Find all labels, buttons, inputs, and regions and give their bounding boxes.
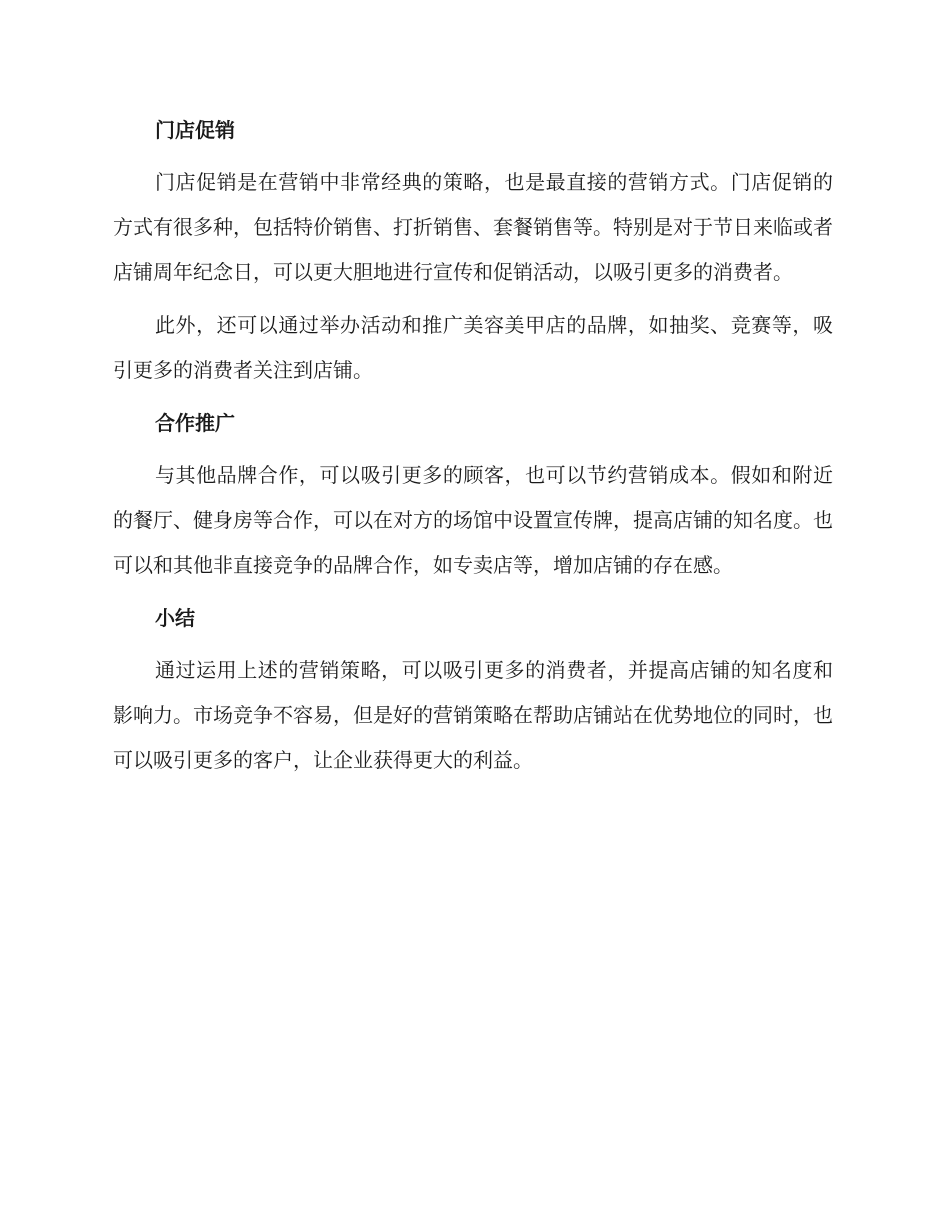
paragraph-summary-1: 通过运用上述的营销策略，可以吸引更多的消费者，并提高店铺的知名度和影响力。市场竞争不容易，但是好的营销策略在帮助店铺站在优势地位的同时，也可以吸引更多的客户，让企业获得更大的利益。 — [113, 658, 833, 772]
section-heading-summary: 小结 — [155, 606, 195, 630]
paragraph-store-promotion-2: 此外，还可以通过举办活动和推广美容美甲店的品牌，如抽奖、竞赛等，吸引更多的消费者关注到店铺。 — [113, 313, 833, 382]
section-heading-partnership: 合作推广 — [155, 411, 235, 435]
section-heading-store-promotion: 门店促销 — [155, 118, 235, 142]
paragraph-partnership-1: 与其他品牌合作，可以吸引更多的顾客，也可以节约营销成本。假如和附近的餐厅、健身房等合作，可以在对方的场馆中设置宣传牌，提高店铺的知名度。也可以和其他非直接竞争的品牌合作，如专卖店等，增加店铺的存在感。 — [113, 463, 833, 577]
paragraph-store-promotion-1: 门店促销是在营销中非常经典的策略，也是最直接的营销方式。门店促销的方式有很多种，包括特价销售、打折销售、套餐销售等。特别是对于节日来临或者店铺周年纪念日，可以更大胆地进行宣传和促销活动，以吸引更多的消费者。 — [113, 170, 833, 284]
document-page — [113, 108, 833, 791]
